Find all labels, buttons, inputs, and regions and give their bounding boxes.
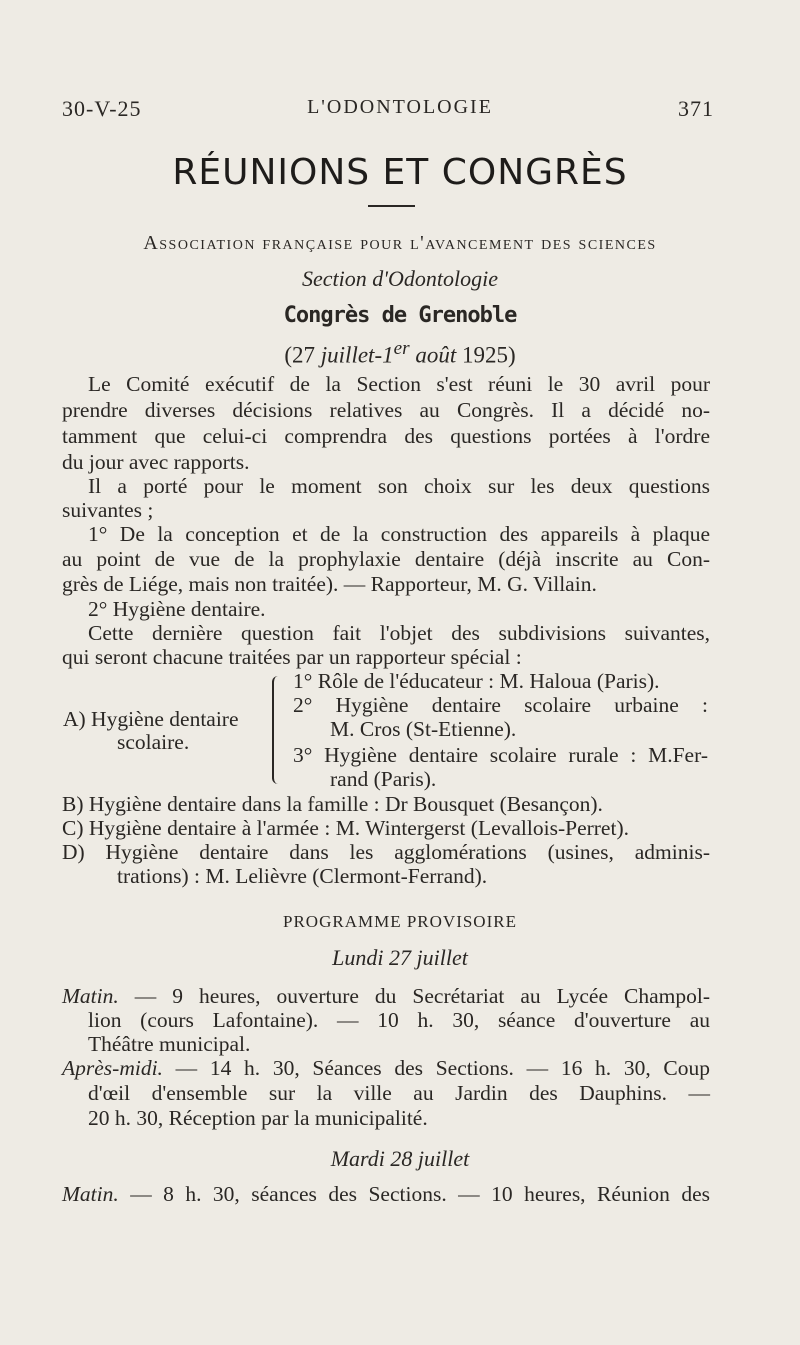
paragraph-line: au point de vue de la prophylaxie dentaire (déjà inscrite au Con- [62,547,710,571]
subdivision-c: C) Hygiène dentaire à l'armée : M. Wintergerst (Levallois-Perret). [62,816,629,840]
schedule-line: lion (cours Lafontaine). — 10 h. 30, séance d'ouverture au [88,1008,710,1032]
day-heading: Lundi 27 juillet [332,945,468,970]
subdivision-a-label: A) Hygiène dentaire [63,707,239,731]
schedule-line: Matin. — 9 heures, ouverture du Secrétariat au Lycée Champol- [62,984,710,1008]
schedule-line: Théâtre municipal. [88,1032,251,1056]
schedule-line: Après-midi. — 14 h. 30, Séances des Sections. — 16 h. 30, Coup [62,1056,710,1080]
subdivision-item: rand (Paris). [330,767,437,791]
page-title: RÉUNIONS ET CONGRÈS [172,152,628,193]
day-heading: Mardi 28 juillet [330,1146,470,1171]
subdivision-item: 2° Hygiène dentaire scolaire urbaine : [293,693,708,717]
schedule-line: d'œil d'ensemble sur la ville au Jardin des Dauphins. — [88,1081,710,1105]
paragraph-line: grès de Liége, mais non traitée). — Rapporteur, M. G. Villain. [62,572,597,596]
paragraph-line: Cette dernière question fait l'objet des subdivisions suivantes, [88,621,710,645]
paragraph-line: Il a porté pour le moment son choix sur les deux questions [88,474,710,498]
brace [272,676,284,784]
congress-name: Congrès de Grenoble [283,303,517,328]
schedule-line: Matin. — 8 h. 30, séances des Sections. — 10 heures, Réunion des [62,1182,710,1206]
congress-dates: (27 juillet-1er août 1925) [284,338,516,368]
paragraph-line: suivantes ; [62,498,154,522]
section-name: Section d'Odontologie [302,266,498,291]
paragraph-line: qui seront chacune traitées par un rapporteur spécial : [62,645,522,669]
paragraph-line: 2° Hygiène dentaire. [88,597,266,621]
journal-name: L'ODONTOLOGIE [307,96,493,118]
title-rule [368,205,415,207]
subdivision-d: trations) : M. Lelièvre (Clermont-Ferrand). [117,864,488,888]
subdivision-item: M. Cros (St-Etienne). [330,717,517,741]
subdivision-a-label: scolaire. [117,730,190,754]
subdivision-item: 3° Hygiène dentaire scolaire rurale : M.Fer- [293,743,708,767]
programme-heading: PROGRAMME PROVISOIRE [283,912,517,931]
paragraph-line: tamment que celui-ci comprendra des questions portées à l'ordre [62,424,710,448]
subdivision-item: 1° Rôle de l'éducateur : M. Haloua (Paris). [293,669,660,693]
subdivision-d: D) Hygiène dentaire dans les agglomérations (usines, adminis- [62,840,710,864]
issue-date: 30-V-25 [62,96,142,121]
schedule-line: 20 h. 30, Réception par la municipalité. [88,1106,428,1130]
page-number: 371 [678,96,714,121]
paragraph-line: du jour avec rapports. [62,450,250,474]
paragraph-line: Le Comité exécutif de la Section s'est réuni le 30 avril pour [88,372,710,396]
paragraph-line: 1° De la conception et de la construction des appareils à plaque [88,522,710,546]
subdivision-b: B) Hygiène dentaire dans la famille : Dr Bousquet (Besançon). [62,792,603,816]
association-name: Association française pour l'avancement des sciences [143,232,657,254]
paragraph-line: prendre diverses décisions relatives au Congrès. Il a décidé no- [62,398,710,422]
